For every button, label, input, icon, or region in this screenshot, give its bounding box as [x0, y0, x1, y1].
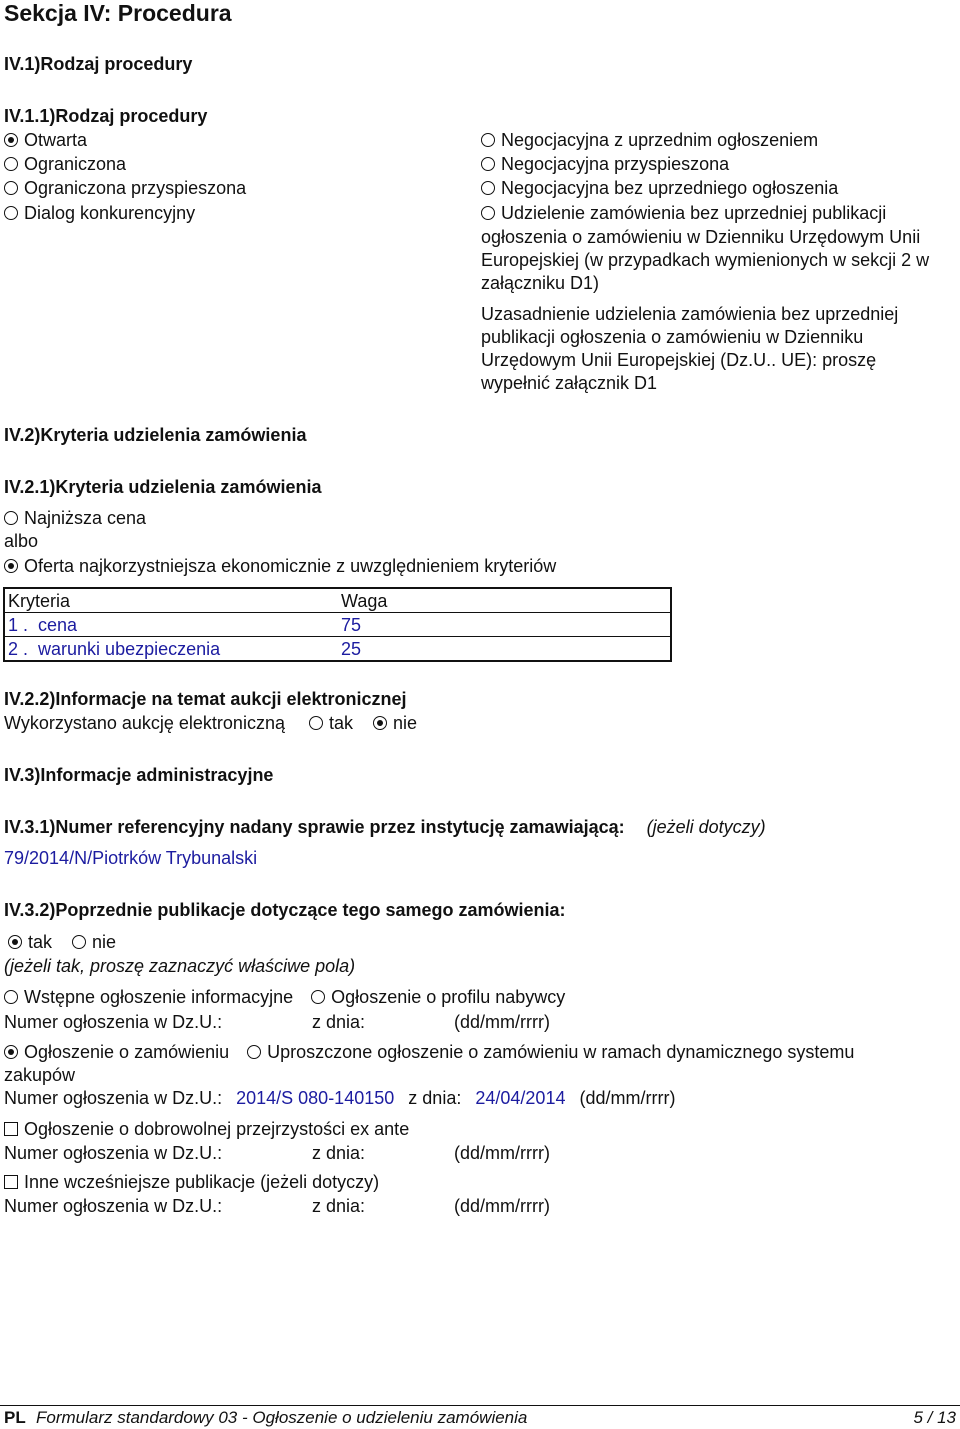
radio-icon[interactable] [4, 181, 18, 195]
date-format: (dd/mm/rrrr) [579, 1088, 676, 1108]
radio-icon[interactable] [4, 206, 18, 220]
row-weight: 25 [338, 637, 671, 662]
col-criteria: Kryteria [8, 590, 71, 611]
page-footer [0, 1405, 960, 1429]
radio-icon[interactable] [481, 157, 495, 171]
option-udzielenie[interactable]: Udzielenie zamówienia bez uprzedniej publikacji [481, 202, 886, 225]
iv31-heading: IV.3.1)Numer referencyjny nadany sprawie przez instytucję zamawiającą: [4, 817, 625, 837]
row-num: 1 . [8, 614, 29, 635]
checkbox-icon[interactable] [4, 1122, 18, 1136]
radio-icon[interactable] [72, 935, 86, 949]
table-header-row [4, 588, 671, 613]
radio-checked-icon[interactable] [4, 133, 18, 147]
ref-value: 79/2014/N/Piotrków Trybunalski [4, 848, 258, 868]
option-lowest-price[interactable]: Najniższa cena [4, 507, 146, 530]
date-label: z dnia: [312, 1012, 366, 1032]
or-text: albo [4, 531, 39, 551]
row-weight: 75 [338, 613, 671, 637]
ex-ante-label: Ogłoszenie o dobrowolnej przejrzystości ex ante [24, 1119, 410, 1139]
radio-icon[interactable] [309, 716, 323, 730]
radio-icon[interactable] [481, 206, 495, 220]
radio-icon[interactable] [4, 990, 18, 1004]
iv22-heading: IV.2.2)Informacje na temat aukcji elektronicznej [4, 689, 407, 709]
date-format: (dd/mm/rrrr) [454, 1143, 550, 1163]
prev-note: (jeżeli tak, proszę zaznaczyć właściwe pola) [4, 956, 356, 976]
radio-icon[interactable] [247, 1045, 261, 1059]
buyer-profile-label: Ogłoszenie o profilu nabywcy [331, 987, 566, 1007]
prev-no: nie [92, 932, 117, 952]
ref-heading-row [4, 816, 766, 839]
ex-ante-row [4, 1118, 409, 1141]
auction-yes: tak [329, 713, 354, 733]
radio-icon[interactable] [4, 157, 18, 171]
auction-no: nie [393, 713, 418, 733]
radio-checked-icon[interactable] [373, 716, 387, 730]
radio-checked-icon[interactable] [4, 1045, 18, 1059]
number-label: Numer ogłoszenia w Dz.U.: [4, 1143, 223, 1163]
other-pubs-label: Inne wcześniejsze publikacje (jeżeli dotyczy) [24, 1172, 380, 1192]
row-name: cena [38, 614, 78, 635]
contract-notice-row [4, 1041, 854, 1064]
other-pubs-row [4, 1171, 379, 1194]
table-row [4, 637, 671, 662]
iv32-heading: IV.3.2)Poprzednie publikacje dotyczące tego samego zamówienia: [4, 900, 566, 920]
option-negocjacyjna-przysp[interactable]: Negocjacyjna przyspieszona [481, 153, 729, 176]
row-name: warunki ubezpieczenia [38, 638, 221, 659]
section-title: Sekcja IV: Procedura [4, 0, 232, 26]
radio-icon[interactable] [311, 990, 325, 1004]
notice-number: 2014/S 080-140150 [236, 1088, 395, 1108]
notice-number-row [4, 1087, 675, 1110]
auction-row [4, 712, 417, 735]
date-label: z dnia: [312, 1143, 366, 1163]
prev-yes: tak [28, 932, 53, 952]
iv21-heading: IV.2.1)Kryteria udzielenia zamówienia [4, 477, 322, 497]
footer-page: 5 / 13 [913, 1408, 956, 1427]
table-row [4, 613, 671, 637]
prior-info-label: Wstępne ogłoszenie informacyjne [24, 987, 294, 1007]
simplified-notice-cont: zakupów [4, 1065, 76, 1085]
option-best-offer[interactable]: Oferta najkorzystniejsza ekonomicznie z uwzględnieniem kryteriów [4, 555, 556, 578]
number-label: Numer ogłoszenia w Dz.U.: [4, 1088, 223, 1108]
date-format: (dd/mm/rrrr) [454, 1196, 550, 1216]
ref-note: (jeżeli dotyczy) [646, 817, 766, 837]
date-label: z dnia: [408, 1088, 462, 1108]
prev-yes-no [8, 931, 116, 954]
radio-icon[interactable] [481, 181, 495, 195]
contract-notice-label: Ogłoszenie o zamówieniu [24, 1042, 230, 1062]
radio-checked-icon[interactable] [4, 559, 18, 573]
footer-lang: PL [4, 1408, 26, 1427]
option-negocjacyjna-z[interactable]: Negocjacyjna z uprzednim ogłoszeniem [481, 129, 818, 152]
simplified-notice-label: Uproszczone ogłoszenie o zamówieniu w ramach dynamicznego systemu [267, 1042, 855, 1062]
iv11-heading: IV.1.1)Rodzaj procedury [4, 106, 208, 126]
option-otwarta[interactable]: Otwarta [4, 129, 87, 152]
radio-icon[interactable] [4, 511, 18, 525]
notice-date: 24/04/2014 [475, 1088, 566, 1108]
footer-form: Formularz standardowy 03 - Ogłoszenie o udzieleniu zamówienia [36, 1408, 528, 1427]
iv1-heading: IV.1)Rodzaj procedury [4, 54, 193, 74]
date-label: z dnia: [312, 1196, 366, 1216]
radio-icon[interactable] [481, 133, 495, 147]
option-ograniczona-przyspieszona[interactable]: Ograniczona przyspieszona [4, 177, 246, 200]
justification-text: Uzasadnienie udzielenia zamówienia bez uprzedniej publikacji ogłoszenia o zamówieniu w Dzienniku Urzędowym Unii Europejskiej (Dz.U.. UE): proszę wypełnić załącznik D1 [481, 304, 899, 393]
iv3-heading: IV.3)Informacje administracyjne [4, 765, 274, 785]
col-weight: Waga [341, 590, 388, 611]
iv2-heading: IV.2)Kryteria udzielenia zamówienia [4, 425, 307, 445]
option-negocjacyjna-bez[interactable]: Negocjacyjna bez uprzedniego ogłoszenia [481, 177, 838, 200]
number-label: Numer ogłoszenia w Dz.U.: [4, 1196, 223, 1216]
checkbox-icon[interactable] [4, 1175, 18, 1189]
number-label: Numer ogłoszenia w Dz.U.: [4, 1012, 223, 1032]
option-dialog[interactable]: Dialog konkurencyjny [4, 202, 195, 225]
row-num: 2 . [8, 638, 29, 659]
criteria-table [3, 587, 672, 662]
radio-checked-icon[interactable] [8, 935, 22, 949]
date-format: (dd/mm/rrrr) [454, 1012, 550, 1032]
prior-info-row [4, 986, 565, 1009]
option-ograniczona[interactable]: Ograniczona [4, 153, 126, 176]
option-udzielenie-cont: ogłoszenia o zamówieniu w Dzienniku Urzędowym Unii Europejskiej (w przypadkach wymienionych w sekcji 2 w załączniku D1) [481, 227, 930, 293]
auction-label: Wykorzystano aukcję elektroniczną [4, 713, 285, 733]
